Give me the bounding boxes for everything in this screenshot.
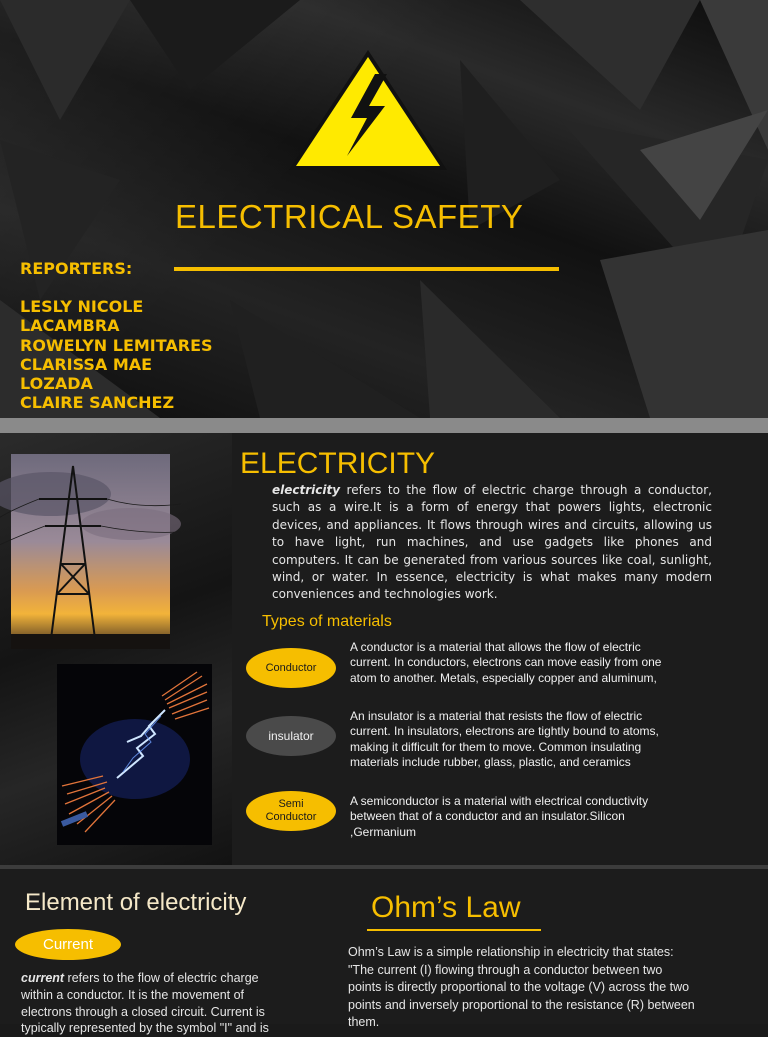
- electricity-definition: [272, 482, 712, 604]
- title-slide: [0, 0, 768, 418]
- reporter-name: CLAIRE SANCHEZ: [20, 393, 175, 413]
- reporter-name: CLARISSA MAE: [20, 354, 153, 374]
- reporter-name: LOZADA: [20, 374, 93, 394]
- reporters-list: [20, 297, 213, 413]
- ohms-law-heading: Ohm’s Law: [371, 891, 521, 924]
- electric-wires-photo: [57, 664, 212, 845]
- reporter-name: LESLY NICOLE: [20, 297, 144, 316]
- slide-separator: [0, 418, 768, 433]
- power-tower-photo: [11, 454, 170, 649]
- reporter-name: ROWELYN LEMITARES: [20, 335, 213, 355]
- semiconductor-label: Semi Conductor: [265, 798, 317, 823]
- semiconductor-badge: [246, 791, 336, 831]
- types-of-materials-heading: Types of materials: [262, 613, 392, 630]
- electricity-slide: [0, 433, 768, 865]
- conductor-description: A conductor is a material that allows the flow of electric current. In conductors, electrons can move easily from one atom to another. Metals, especially copper and aluminum,: [350, 640, 662, 685]
- title-underline: [174, 267, 559, 271]
- current-definition-text: refers to the flow of electric charge within a conductor. It is the movement of electrons through a closed circuit. Current is typically represented by the symbol "I" and is: [21, 971, 269, 1036]
- reporter-name: LACAMBRA: [20, 316, 120, 336]
- semiconductor-description: A semiconductor is a material with electrical conductivity between that of a conductor and an insulator.Silicon ,Germanium: [350, 794, 649, 839]
- current-term: current: [21, 971, 65, 985]
- electricity-definition-text: refers to the flow of electric charge through a conductor, such as a wire.It is a form of energy that powers lights, electronic devices, and appliances. It flows through wires and circuits, allowing us to have light, run machines, and use gadgets like phones and computers. It can be generated from various sources like coal, sunlight, wind, or water. In essence, electricity is what makes many modern conveniences and technologies work.: [272, 483, 712, 602]
- elements-slide: [0, 869, 768, 1036]
- high-voltage-warning-icon: [287, 48, 449, 172]
- current-definition: [21, 970, 283, 1037]
- presentation-title: ELECTRICAL SAFETY: [175, 198, 524, 235]
- element-of-electricity-heading: Element of electricity: [25, 889, 247, 916]
- current-badge: Current: [15, 929, 121, 960]
- electricity-heading: ELECTRICITY: [240, 447, 436, 480]
- ohms-law-description: Ohm’s Law is a simple relationship in electricity that states: "The current (I) flowing through a conductor between two points is directly proportional to the voltage (V) across the two points and inversely proportional to the resistance (R) between them.: [348, 945, 695, 1029]
- insulator-badge: insulator: [246, 716, 336, 756]
- conductor-badge: Conductor: [246, 648, 336, 688]
- ohms-law-underline: [367, 929, 541, 931]
- electricity-term: electricity: [272, 483, 341, 497]
- insulator-description: An insulator is a material that resists the flow of electric current. In insulators, electrons are tightly bound to atoms, making it difficult for them to move. Common insulating materials include rubber, glass, plastic, and ceramics: [350, 709, 659, 769]
- reporters-label: REPORTERS:: [20, 259, 133, 278]
